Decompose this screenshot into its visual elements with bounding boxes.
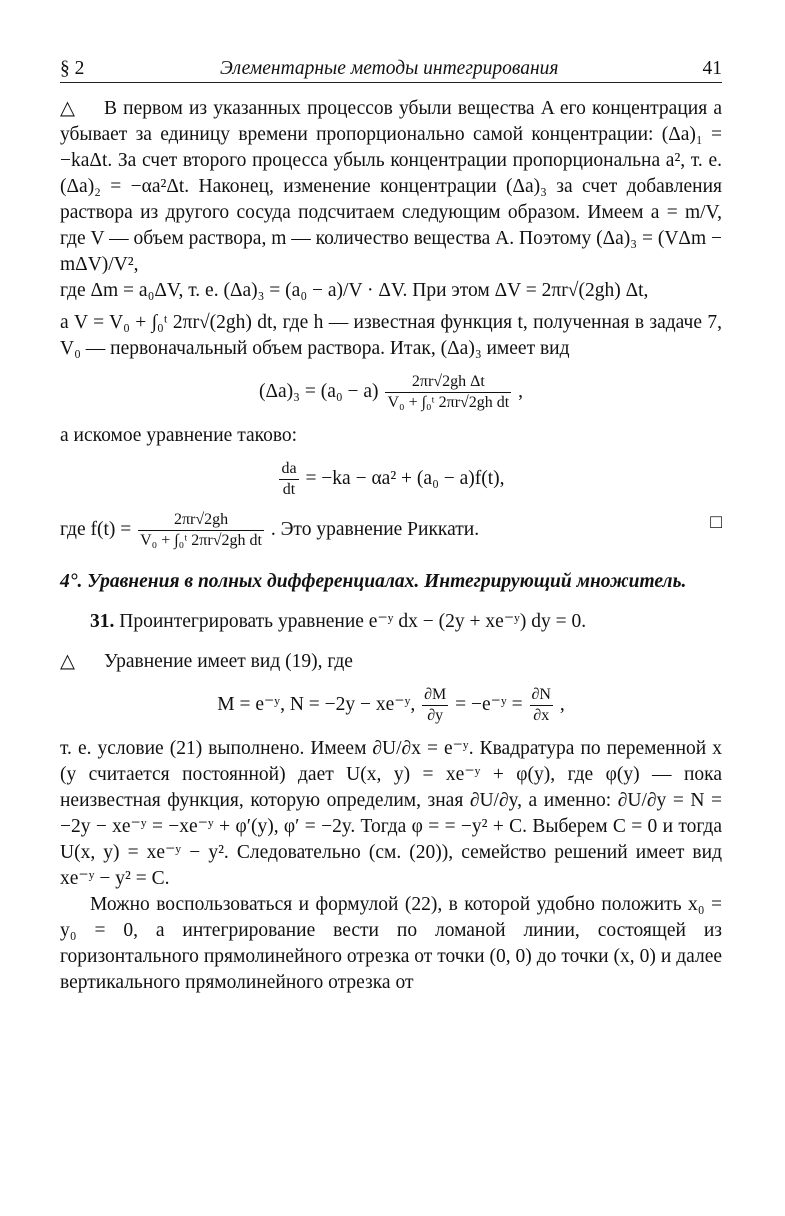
fraction-denominator: V₀ + ∫₀ᵗ 2πr√2gh dt bbox=[387, 394, 510, 411]
formula-prefix: где f(t) = bbox=[60, 518, 132, 540]
fraction bbox=[279, 459, 298, 500]
running-header bbox=[60, 56, 722, 83]
paragraph bbox=[60, 649, 722, 675]
fraction-denominator: ∂y bbox=[427, 707, 444, 724]
paragraph-text: В первом из указанных процессов убыли вещества A его концентрация a убывает за единицу времени пропорционально самой концентрации: (Δa)₁ = −kaΔt. За счет второго процесса убыль концентрации пропорциональна a², т. е. (Δa)₂ = −αa²Δt. Наконец, изменение концентрации (Δa)₃ за счет добавления раствора из другого сосуда подсчитаем следующим образом. Имеем a = m/V, где V — объем раствора, m — количество вещества A. Поэтому (Δa)₃ = (VΔm − mΔV)/V², bbox=[60, 98, 722, 275]
paragraph: а V = V₀ + ∫₀ᵗ 2πr√(2gh) dt, где h — известная функция t, полученная в задаче 7, V₀ — первоначальный объем раствора. Итак, (Δa)₃ имеет вид bbox=[60, 312, 722, 359]
formula-lhs: (Δa)₃ = (a₀ − a) bbox=[258, 380, 379, 402]
formula-tail: , bbox=[518, 380, 523, 402]
fraction bbox=[385, 372, 511, 413]
fraction-numerator: ∂N bbox=[530, 685, 553, 706]
formula bbox=[60, 685, 722, 726]
paragraph: а искомое уравнение таково: bbox=[60, 425, 298, 446]
chapter-title: Элементарные методы интегрирования bbox=[220, 58, 559, 79]
problem-number: 31. bbox=[90, 611, 115, 632]
fraction-numerator: 2πr√2gh bbox=[138, 510, 264, 531]
section-number: § 2 bbox=[60, 58, 85, 79]
fraction-denominator: V₀ + ∫₀ᵗ 2πr√2gh dt bbox=[140, 532, 262, 549]
problem-statement bbox=[60, 609, 722, 635]
proof-start-icon: △ bbox=[60, 651, 75, 672]
paragraph bbox=[60, 510, 722, 551]
paragraph: где Δm = a₀ΔV, т. е. (Δa)₃ = (a₀ − a)/V · ΔV. При этом ΔV = 2πr√(2gh) Δt, bbox=[60, 280, 649, 301]
formula bbox=[60, 372, 722, 413]
page-body bbox=[60, 96, 722, 996]
proof-end-icon: □ bbox=[710, 512, 722, 533]
fraction-numerator: da bbox=[279, 459, 298, 480]
paragraph-text: Уравнение имеет вид (19), где bbox=[104, 651, 353, 672]
fraction-denominator: dt bbox=[282, 481, 296, 498]
fraction bbox=[138, 510, 264, 551]
fraction-denominator: ∂x bbox=[533, 707, 550, 724]
paragraph: Можно воспользоваться и формулой (22), в которой удобно положить x₀ = y₀ = 0, а интегрирование вести по ломаной линии, состоящей из горизонтального прямолинейного отрезка от точки (0, 0) до точки (x, 0) и далее вертикального прямолинейного отрезка от bbox=[60, 894, 722, 993]
formula-tail: , bbox=[559, 693, 565, 715]
page-number: 41 bbox=[702, 58, 722, 79]
subsection-heading: 4°. Уравнения в полных дифференциалах. Интегрирующий множитель. bbox=[60, 571, 687, 592]
fraction-numerator: 2πr√2gh Δt bbox=[385, 372, 511, 393]
fraction bbox=[422, 685, 448, 726]
fraction-numerator: ∂M bbox=[422, 685, 448, 706]
formula bbox=[60, 459, 722, 500]
formula-lhs: M = e⁻ʸ, N = −2y − xe⁻ʸ, bbox=[217, 693, 416, 715]
paragraph bbox=[60, 96, 722, 278]
proof-start-icon: △ bbox=[60, 98, 75, 119]
formula-suffix: . Это уравнение Риккати. bbox=[270, 518, 480, 540]
formula-rhs: = −ka − αa² + (a₀ − a)f(t), bbox=[305, 467, 505, 489]
fraction bbox=[530, 685, 553, 726]
formula-middle: = −e⁻ʸ = bbox=[455, 693, 523, 715]
paragraph: т. е. условие (21) выполнено. Имеем ∂U/∂x = e⁻ʸ. Квадратура по переменной x (y считается постоянной) дает U(x, y) = xe⁻ʸ + φ(y), где φ(y) — пока неизвестная функция, которую определим, зная ∂U/∂y, а именно: ∂U/∂y = N = −2y − xe⁻ʸ = −xe⁻ʸ + φ′(y), φ′ = −2y. Тогда φ = = −y² + C. Выберем C = 0 и тогда U(x, y) = xe⁻ʸ − y². Следовательно (см. (20)), семейство решений имеет вид xe⁻ʸ − y² = C. bbox=[60, 738, 722, 889]
problem-text: Проинтегрировать уравнение e⁻ʸ dx − (2y + xe⁻ʸ) dy = 0. bbox=[119, 611, 587, 632]
